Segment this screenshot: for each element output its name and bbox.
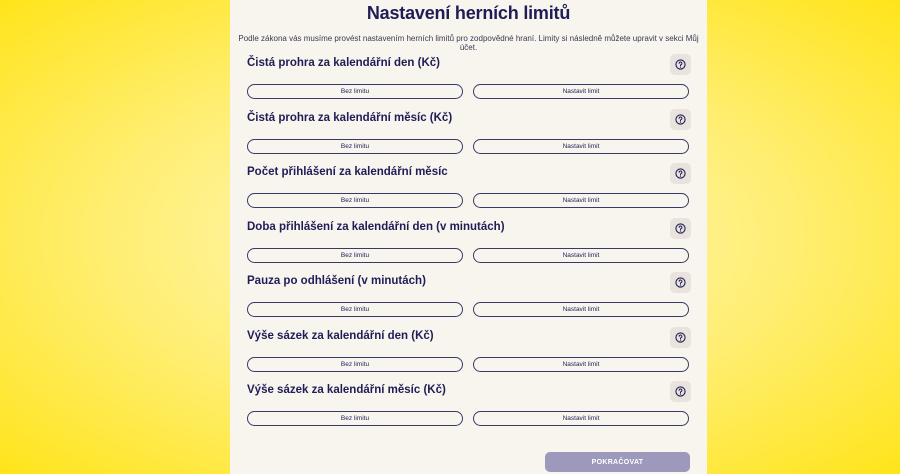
help-button[interactable]	[670, 218, 691, 239]
set-limit-button[interactable]: Nastavit limit	[473, 302, 689, 317]
set-limit-button[interactable]: Nastavit limit	[473, 193, 689, 208]
limit-section-monthly-loss	[247, 109, 691, 159]
no-limit-button[interactable]: Bez limitu	[247, 84, 463, 99]
limits-panel	[230, 0, 707, 474]
limit-section-daily-loss	[247, 54, 691, 104]
page-title: Nastavení herních limitů	[366, 3, 571, 23]
no-limit-button[interactable]: Bez limitu	[247, 302, 463, 317]
no-limit-button[interactable]: Bez limitu	[247, 193, 463, 208]
help-button[interactable]	[670, 381, 691, 402]
limit-section-logout-pause	[247, 272, 691, 322]
limit-title: Čistá prohra za kalendářní měsíc (Kč)	[247, 112, 453, 124]
page-subtitle: Podle zákona vás musíme provést nastavením herních limitů pro zodpovědné hraní. Limity si následně můžete upravit v sekci Můj účet.	[238, 34, 699, 52]
question-circle-icon	[675, 59, 686, 70]
question-circle-icon	[675, 386, 686, 397]
continue-button[interactable]: POKRAČOVAT	[545, 452, 690, 472]
limit-title: Počet přihlášení za kalendářní měsíc	[247, 166, 448, 178]
set-limit-button[interactable]: Nastavit limit	[473, 139, 689, 154]
question-circle-icon	[675, 277, 686, 288]
limit-title: Výše sázek za kalendářní den (Kč)	[247, 330, 434, 342]
limit-section-monthly-logins	[247, 163, 691, 213]
no-limit-button[interactable]: Bez limitu	[247, 139, 463, 154]
no-limit-button[interactable]: Bez limitu	[247, 411, 463, 426]
help-button[interactable]	[670, 54, 691, 75]
set-limit-button[interactable]: Nastavit limit	[473, 84, 689, 99]
no-limit-button[interactable]: Bez limitu	[247, 357, 463, 372]
limit-section-daily-bets	[247, 327, 691, 377]
limit-title: Pauza po odhlášení (v minutách)	[247, 275, 426, 287]
question-circle-icon	[675, 168, 686, 179]
question-circle-icon	[675, 114, 686, 125]
limit-title: Doba přihlášení za kalendářní den (v minutách)	[247, 221, 505, 233]
limit-title: Výše sázek za kalendářní měsíc (Kč)	[247, 384, 446, 396]
set-limit-button[interactable]: Nastavit limit	[473, 248, 689, 263]
limit-section-monthly-bets	[247, 381, 691, 431]
help-button[interactable]	[670, 327, 691, 348]
question-circle-icon	[675, 332, 686, 343]
help-button[interactable]	[670, 109, 691, 130]
question-circle-icon	[675, 223, 686, 234]
set-limit-button[interactable]: Nastavit limit	[473, 357, 689, 372]
no-limit-button[interactable]: Bez limitu	[247, 248, 463, 263]
help-button[interactable]	[670, 272, 691, 293]
help-button[interactable]	[670, 163, 691, 184]
set-limit-button[interactable]: Nastavit limit	[473, 411, 689, 426]
limit-title: Čistá prohra za kalendářní den (Kč)	[247, 57, 440, 69]
limit-section-daily-login-time	[247, 218, 691, 268]
